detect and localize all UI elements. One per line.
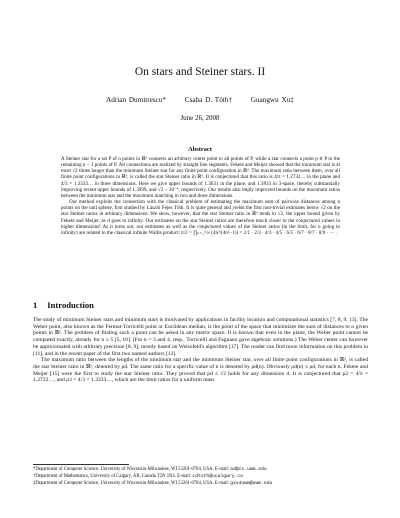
abstract	[61, 156, 340, 236]
footnotes	[33, 467, 368, 488]
author-list	[0, 96, 400, 104]
footnote-text: *Department of Computer Science, University of Wisconsin-Milwaukee, WI 53201-0784, USA. E-mail:	[33, 467, 231, 472]
paper-title: On stars and Steiner stars. II	[134, 66, 266, 78]
abstract-paragraph: Our method exploits the connection with the classical problem of estimating the maximum sum of pairwise distances among n points on the unit sphere, first studied by László Fejes Tóth. It is quite general and yields the first non-trivial estimates below √2 on the star Steiner ratios in arbitrary dimensions. We show, however, that the star Steiner ratio in ℝᵈ tends to √2, the upper bound given by Fekete and Meijer, as d goes to infinity. Our estimates on the star Steiner ratios are therefore much closer to the conjectured values in higher dimensions! As it turns out, our estimates as well as the conjectured values of the Steiner ratios (in the limit, for n going to infinity) are related to the classical infinite Wallis product: π/2 = ∏ₙ₌₁^∞ (4n²/(4n²−1)) = 2/1 · 2/3 · 4/3 · 4/5 · 6/5 · 6/7 · 8/7 · 8/9 · ⋯ .	[61, 199, 340, 236]
footnote	[33, 474, 368, 481]
author-name: Guangwu Xu‡	[250, 96, 294, 104]
paper-date: June 26, 2008	[180, 114, 220, 122]
footnote-email-link[interactable]: cdtoth@ucalgary.ca	[192, 473, 243, 479]
author-name: Csaba D. Tóth†	[184, 96, 232, 104]
section-title: Introduction	[47, 300, 94, 310]
section-heading	[33, 300, 94, 310]
abstract-paragraph: A Steiner star for a set P of n points in ℝᵈ connects an arbitrary center point to all points of P, while a star connects a point p ∈ P to the remaining n − 1 points of P. All connections are realized by straight line segments. Fekete and Meijer showed that the minimum star is at most √2 times longer than the minimum Steiner star for any finite point configuration in ℝᵈ. The maximum ratio between them, over all finite point configurations in ℝᵈ, is called the star Steiner ratio in ℝᵈ. It is conjectured that this ratio is 4/π = 1.2732… in the plane and 4/3 = 1.3333… in three dimensions. Here we give upper bounds of 1.3631 in the plane, and 1.3833 in 3-space, thereby substantially improving recent upper bounds of 1.3999, and √2 − 10⁻⁴, respectively. Our results also imply improved bounds on the maximum ratios between the minimum star and the maximum matching in two and three dimensions.	[61, 156, 340, 199]
footnote	[33, 467, 368, 474]
introduction-body	[33, 317, 368, 384]
author-name: Adrian Dumitrescu*	[106, 96, 166, 104]
footnote-text: ‡Department of Computer Science, University of Wisconsin-Milwaukee, WI 53201-0784, USA. E-mail:	[33, 480, 231, 486]
section-number: 1	[33, 300, 38, 310]
footnote-rule	[33, 464, 129, 465]
footnote-text: †Department of Mathematics, University of Calgary, AB, Canada T2N 1N4. E-mail:	[33, 473, 193, 479]
footnote-email-link[interactable]: ad@cs.uwm.edu	[230, 467, 267, 472]
footnote	[33, 481, 368, 488]
abstract-heading: Abstract	[188, 146, 212, 153]
footnote-email-link[interactable]: gxu4uwm@uwm.edu	[230, 480, 273, 486]
body-paragraph: The maximum ratio between the lengths of the minimum star and the minimum Steiner star, over all finite point configurations in ℝᵈ, is called the star Steiner ratio in ℝᵈ, denoted by ρd. The same ratio for a specific value of n is denoted by ρd(n). Obviously ρd(n) ≤ ρd, for each n. Fekete and Meijer [15] were the first to study the star Steiner ratio. They proved that ρd ≤ √2 holds for any dimension d. It is conjectured that ρ2 = 4/π = 1.2732…, and ρ3 = 4/3 = 1.3333…, which are the limit ratios for a uniform mass	[33, 357, 368, 384]
body-paragraph: The study of minimum Steiner stars and minimum stars is motivated by applications in facility location and computational statistics [7, 8, 9, 13]. The Weber point, also known as the Fermat-Torricelli point or Euclidean median, is the point of the space that minimizes the sum of distances to n given points in ℝᵈ. The problem of finding such a point can be asked in any metric space. It is known that even in the plane, the Weber point cannot be computed exactly, already for n ≥ 5 [5, 10]. (For n = 3 and 4, resp., Torricelli and Fagnano gave algebraic solutions.) The Weber center can however be approximated with arbitrary precision [8, 9], mostly based on Weiszfeld's algorithm [17]. The reader can find more information on this problem in [11], and in the recent paper of the first two named authors [12].	[33, 317, 368, 357]
